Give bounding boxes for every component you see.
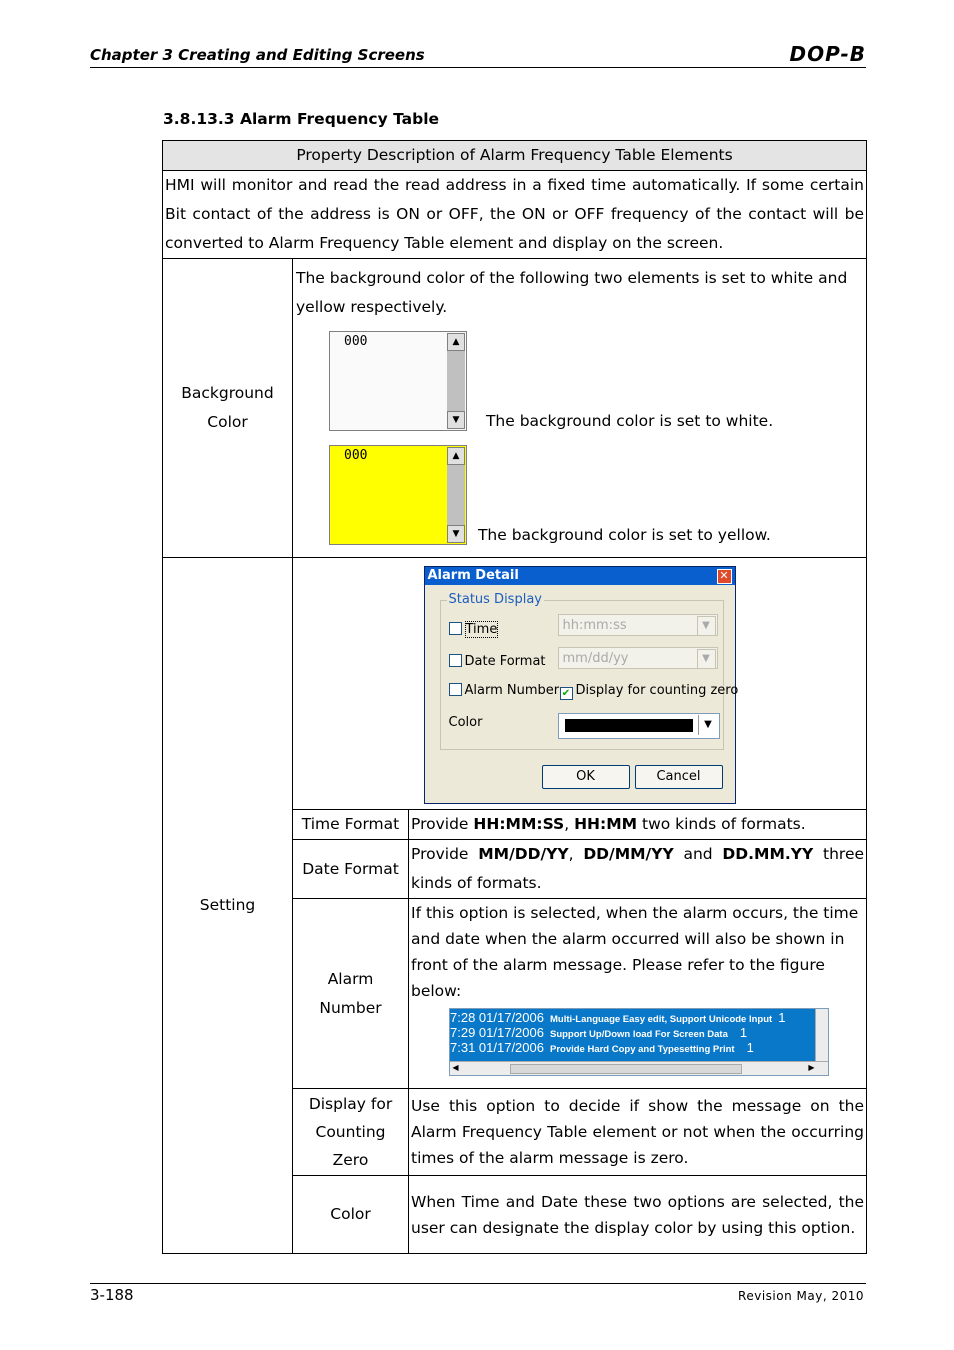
date-format-checkbox[interactable]: Date Format xyxy=(449,654,546,670)
date-format-desc: Provide MM/DD/YY, DD/MM/YY and DD.MM.YY three kinds of formats. xyxy=(409,840,867,899)
background-color-desc-cell xyxy=(293,259,867,558)
scroll-up-icon[interactable]: ▲ xyxy=(447,447,465,465)
alarm-list-sample xyxy=(449,1008,829,1076)
scroll-thumb[interactable] xyxy=(510,1064,742,1074)
chapter-title: Chapter 3 Creating and Editing Screens xyxy=(90,46,425,64)
page-number: 3-188 xyxy=(90,1286,134,1304)
time-format-desc: Provide HH:MM:SS, HH:MM two kinds of formats. xyxy=(409,810,867,840)
vertical-scrollbar[interactable] xyxy=(815,1009,828,1061)
list-item: 7:29 01/17/2006 Support Up/Down load For Screen Data 1 xyxy=(450,1025,748,1040)
yellow-sample-value: 000 xyxy=(344,448,368,463)
scroll-down-icon[interactable]: ▼ xyxy=(447,525,465,543)
counting-zero-checkbox[interactable]: ✔ Display for counting zero xyxy=(560,683,720,700)
list-item: 7:28 01/17/2006 Multi-Language Easy edit, Support Unicode Input 1 xyxy=(450,1010,786,1025)
close-icon[interactable]: ✕ xyxy=(717,569,732,584)
horizontal-scrollbar[interactable] xyxy=(450,1061,828,1075)
white-caption: The background color is set to white. xyxy=(485,412,774,430)
table-intro: HMI will monitor and read the read address in a fixed time automatically. If some certain Bit contact of the address is ON or OFF, the ON or OFF frequency of the contact will be converted to Alarm Frequency Table element and display on the screen. xyxy=(163,171,867,259)
scroll-left-icon[interactable]: ◀ xyxy=(452,1063,459,1072)
status-display-label: Status Display xyxy=(448,591,542,607)
color-setting-desc: When Time and Date these two options are selected, the user can designate the display color by using this option. xyxy=(409,1176,867,1254)
checkbox-icon[interactable] xyxy=(449,654,462,667)
ok-button[interactable]: OK xyxy=(542,765,630,789)
checkbox-icon[interactable] xyxy=(449,622,462,635)
white-sample-value: 000 xyxy=(344,334,368,349)
list-item: 7:31 01/17/2006 Provide Hard Copy and Typesetting Print 1 xyxy=(450,1040,754,1055)
scrollbar[interactable] xyxy=(447,447,465,543)
scroll-up-icon[interactable]: ▲ xyxy=(447,333,465,351)
alarm-number-checkbox[interactable]: Alarm Number xyxy=(449,683,560,699)
checkmark-icon[interactable]: ✔ xyxy=(560,687,573,700)
setting-label: Setting xyxy=(163,558,293,1254)
white-sample-row xyxy=(329,331,864,431)
time-format-select[interactable]: hh:mm:ss ▼ xyxy=(558,614,718,636)
page-footer xyxy=(90,1283,866,1304)
yellow-sample-row xyxy=(329,445,864,545)
date-format-select[interactable]: mm/dd/yy ▼ xyxy=(558,647,718,669)
time-checkbox[interactable]: Time xyxy=(449,622,499,638)
table-heading: Property Description of Alarm Frequency Table Elements xyxy=(163,141,867,171)
property-table xyxy=(162,140,867,1254)
counting-zero-desc: Use this option to decide if show the message on the Alarm Frequency Table element or not when the occurring times of the alarm message is zero. xyxy=(409,1089,867,1176)
scrollbar[interactable] xyxy=(447,333,465,429)
date-format-label: Date Format xyxy=(293,840,409,899)
counting-zero-label: Display for Counting Zero xyxy=(293,1089,409,1176)
cancel-button[interactable]: Cancel xyxy=(635,765,723,789)
revision-date: Revision May, 2010 xyxy=(738,1289,864,1303)
color-swatch xyxy=(565,719,693,732)
yellow-caption: The background color is set to yellow. xyxy=(477,526,771,544)
color-setting-label: Color xyxy=(293,1176,409,1254)
dialog-title: Alarm Detail xyxy=(427,567,519,583)
white-table-sample xyxy=(329,331,467,431)
brand-logo: DOP-B xyxy=(789,42,866,66)
alarm-number-cell xyxy=(409,899,867,1089)
yellow-table-sample xyxy=(329,445,467,545)
background-color-desc: The background color of the following two elements is set to white and yellow respectively. xyxy=(296,269,848,316)
scroll-down-icon[interactable]: ▼ xyxy=(447,411,465,429)
alarm-detail-dialog xyxy=(424,566,739,804)
time-format-label: Time Format xyxy=(293,810,409,840)
chevron-down-icon[interactable]: ▼ xyxy=(698,715,718,735)
section-title: 3.8.13.3 Alarm Frequency Table xyxy=(163,110,440,128)
color-picker[interactable] xyxy=(558,713,720,739)
alarm-number-desc: If this option is selected, when the alarm occurs, the time and date when the alarm occurred will also be shown in front of the alarm message. Please refer to the figure below: xyxy=(411,904,859,1000)
alarm-number-label: Alarm Number xyxy=(293,899,409,1089)
background-color-label: Background Color xyxy=(163,259,293,558)
checkbox-icon[interactable] xyxy=(449,683,462,696)
page-header xyxy=(90,44,866,68)
color-label: Color xyxy=(448,714,483,730)
chevron-down-icon[interactable]: ▼ xyxy=(697,649,716,669)
dialog-cell xyxy=(293,558,867,810)
scroll-right-icon[interactable]: ▶ xyxy=(808,1063,815,1072)
chevron-down-icon[interactable]: ▼ xyxy=(697,616,716,636)
dialog-title-bar xyxy=(425,567,735,585)
